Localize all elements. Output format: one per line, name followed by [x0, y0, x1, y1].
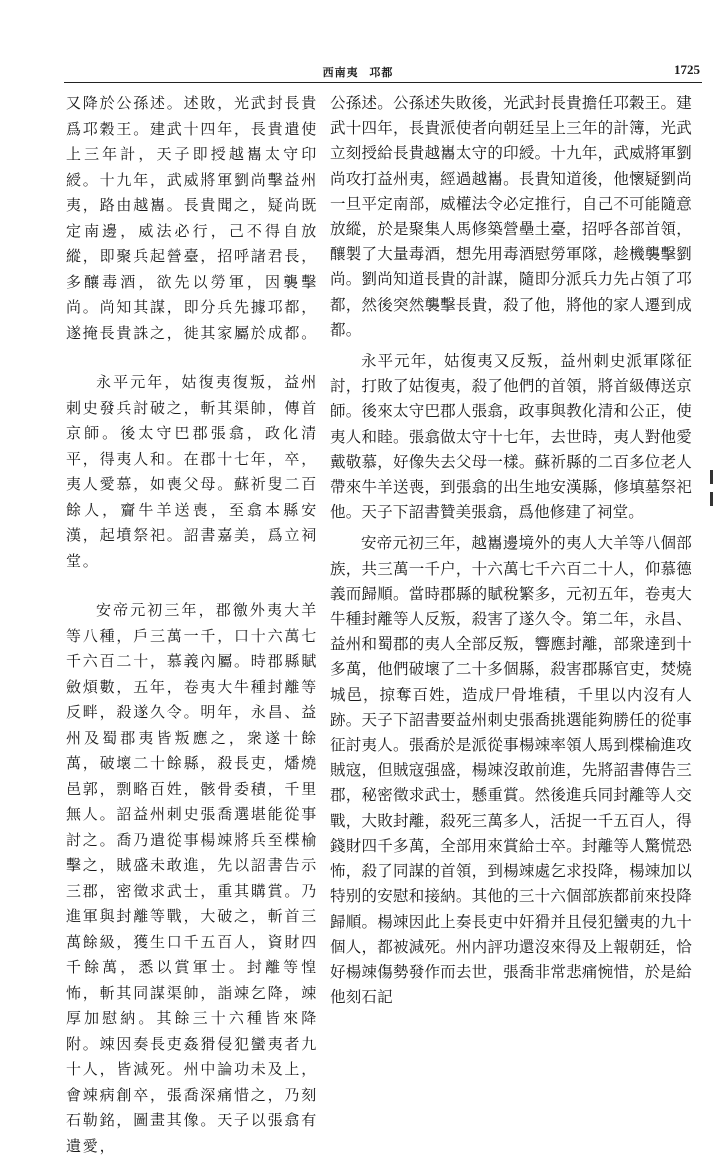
page-number: 1725 [674, 62, 700, 77]
translation-paragraph-1: 公孫述。公孫述失敗後，光武封長貴擔任邛穀王。建武十四年，長貴派使者向朝廷呈上三年的計簿，光武立刻授給長貴越巂太守的印綬。十九年，武威將軍劉尚攻打益州夷，經過越巂。長貴知道後，他懷疑劉尚一旦平定南部，威權法令必定推行，自己不可能隨意放縱，於是聚集人馬修築營壘土臺，招呼各部首領，釀製了大量毒酒，想先用毒酒慰勞軍隊，趁機襲擊劉尚。劉尚知道長貴的計謀，隨即分派兵力先占領了邛都，然後突然襲擊長貴，殺了他，將他的家人遷到成都。 [330, 94, 692, 339]
translation-paragraph-3: 安帝元初三年，越巂邊境外的夷人大羊等八個部族，共三萬一千户，十六萬七千六百二十人，仰慕德義而歸順。當時郡縣的賦稅繁多，元初五年，卷夷大牛種封離等人反叛，殺害了遂久令。第二年，永昌、益州和蜀郡的夷人全部反叛，響應封離，部衆達到十多萬，他們破壞了二十多個縣，殺害郡縣官吏，焚燒城邑，掠奪百姓，造成尸骨堆積，千里以内沒有人跡。天子下詔書要益州刺史張喬挑選能夠勝任的從事征討夷人。張喬於是派從事楊竦率領人馬到楪榆進攻賊寇，但賊寇强盛，楊竦沒敢前進，先將詔書傳告三郡，秘密徵求武士，懸重賞。然後進兵同封離等人交戰，大敗封離，殺死三萬多人，活捉一千五百人，得錢財四千多萬，全部用來賞給士卒。封離等人驚慌恐怖，殺了同謀的首領，到楊竦處乞求投降，楊竦加以特别的安慰和接納。其他的三十六個部族都前來投降歸順。楊竦因此上奏長吏中奸猾并且侵犯蠻夷的九十個人，都被減死。州内評功還沒來得及上報朝廷，恰好楊竦傷勢發作而去世，張喬非常悲痛惋惜，於是給他刻石記 [330, 534, 692, 1007]
classical-paragraph-1: 又降於公孫述。述敗，光武封長貴爲邛穀王。建武十四年，長貴遣使上三年計，天子即授越巂太守印綬。十九年，武威將軍劉尚擊益州夷，路由越巂。長貴聞之，疑尚既定南邊，威法必行，己不得自放縱，即聚兵起營臺，招呼諸君長，多釀毒酒，欲先以勞軍，因襲擊尚。尚知其謀，即分兵先據邛都，遂掩長貴誅之，徙其家屬於成都。 [66, 94, 318, 342]
subsection-title: 邛都 [369, 66, 394, 79]
header-rule [64, 82, 702, 83]
classical-paragraph-2: 永平元年，姑復夷復叛，益州刺史發兵討破之，斬其渠帥，傳首京師。後太守巴郡張翕，政化清平，得夷人和。在郡十七年，卒，夷人愛慕，如喪父母。蘇祈叟二百餘人，齎牛羊送喪，至翕本縣安漢，起墳祭祀。詔書嘉美，爲立祠堂。 [66, 373, 318, 570]
section-title: 西南夷 [322, 66, 359, 79]
translation-paragraph-2: 永平元年，姑復夷又反叛，益州刺史派軍隊征討，打敗了姑復夷，殺了他們的首領，將首級傳送京師。後來太守巴郡人張翕，政事與教化清和公正，使夷人和睦。張翕做太守十七年，去世時，夷人對他愛戴敬慕，好像失去父母一樣。蘇祈縣的二百多位老人帶來牛羊送喪，到張翕的出生地安漢縣，修填墓祭祀他。天子下詔書贊美張翕，爲他修建了祠堂。 [330, 352, 692, 522]
scan-edge-mark [710, 470, 713, 484]
page-header [0, 0, 716, 100]
translation-column [330, 91, 692, 1010]
classical-paragraph-3: 安帝元初三年，郡徼外夷大羊等八種，戶三萬一千，口十六萬七千六百二十，慕義內屬。時郡縣賦斂煩數，五年，卷夷大牛種封離等反畔，殺遂久令。明年，永昌、益州及蜀郡夷皆叛應之，衆遂十餘萬，破壞二十餘縣，殺長吏，燔燒邑郭，剽略百姓，骸骨委積，千里無人。詔益州刺史張喬選堪能從事討之。喬乃遣從事楊竦將兵至楪榆擊之，賊盛未敢進，先以詔書告示三郡，密徵求武士，重其購賞。乃進軍與封離等戰，大破之，斬首三萬餘級，獲生口千五百人，資財四千餘萬，悉以賞軍士。封離等惶怖，斬其同謀渠帥，詣竦乞降，竦厚加慰納。其餘三十六種皆來降附。竦因奏長吏姦猾侵犯蠻夷者九十人，皆減死。州中論功未及上，會竦病創卒，張喬深痛惜之，乃刻石勒銘，圖畫其像。天子以張翕有遺愛， [66, 601, 318, 1155]
scan-edge-mark [710, 492, 713, 506]
running-title [0, 64, 716, 80]
classical-text-column [66, 91, 318, 1159]
